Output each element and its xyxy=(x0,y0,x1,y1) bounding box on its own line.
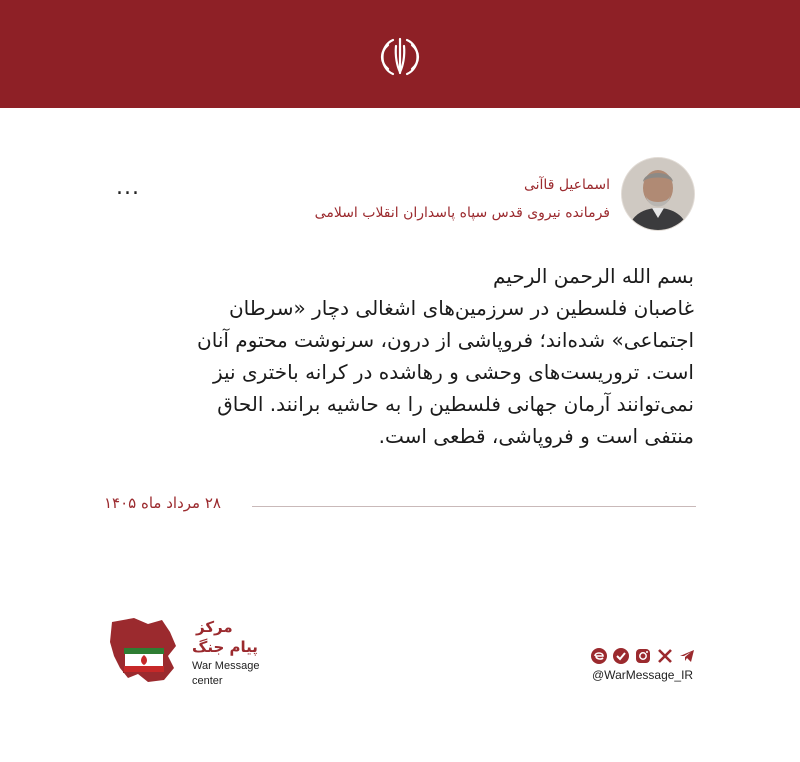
divider xyxy=(252,506,696,507)
iran-emblem-icon xyxy=(371,28,429,86)
post-line: است. تروریست‌های وحشی و رهاشده در کرانه باختری نیز xyxy=(212,360,694,384)
more-options-button[interactable]: ... xyxy=(116,175,140,200)
logo-fa-line1: مرکز xyxy=(196,618,233,636)
post-body xyxy=(104,260,694,452)
logo-en-line2: center xyxy=(192,675,223,687)
eitaa-icon[interactable] xyxy=(590,647,608,665)
war-message-logo-icon xyxy=(104,612,184,692)
date-row xyxy=(104,494,696,518)
avatar xyxy=(622,158,694,230)
post-line: نمی‌توانند آرمان جهانی فلسطین را به حاشیه برانند. الحاق xyxy=(217,392,694,416)
author-title: فرمانده نیروی قدس سپاه پاسداران انقلاب اسلامی xyxy=(314,205,610,221)
post-line: غاصبان فلسطین در سرزمین‌های اشغالی دچار «سرطان xyxy=(228,296,694,320)
post-line: منتفی است و فروپاشی، قطعی است. xyxy=(378,424,694,448)
logo-en-line1: War Message xyxy=(192,660,260,672)
post-line: اجتماعی» شده‌اند؛ فروپاشی از درون، سرنوشت محتوم آنان xyxy=(197,328,694,352)
check-icon[interactable] xyxy=(612,647,630,665)
logo-fa-line2: پیام جنگ xyxy=(192,638,258,656)
post-line: بسم الله الرحمن الرحیم xyxy=(492,264,694,288)
post-date: ۲۸ مرداد ماه ۱۴۰۵ xyxy=(104,494,221,512)
social-handle[interactable]: @WarMessage_IR xyxy=(592,668,694,682)
telegram-icon[interactable] xyxy=(678,647,696,665)
instagram-icon[interactable] xyxy=(634,647,652,665)
x-icon[interactable] xyxy=(656,647,674,665)
author-name: اسماعیل قاآنی xyxy=(523,177,610,193)
social-icons xyxy=(590,646,700,666)
